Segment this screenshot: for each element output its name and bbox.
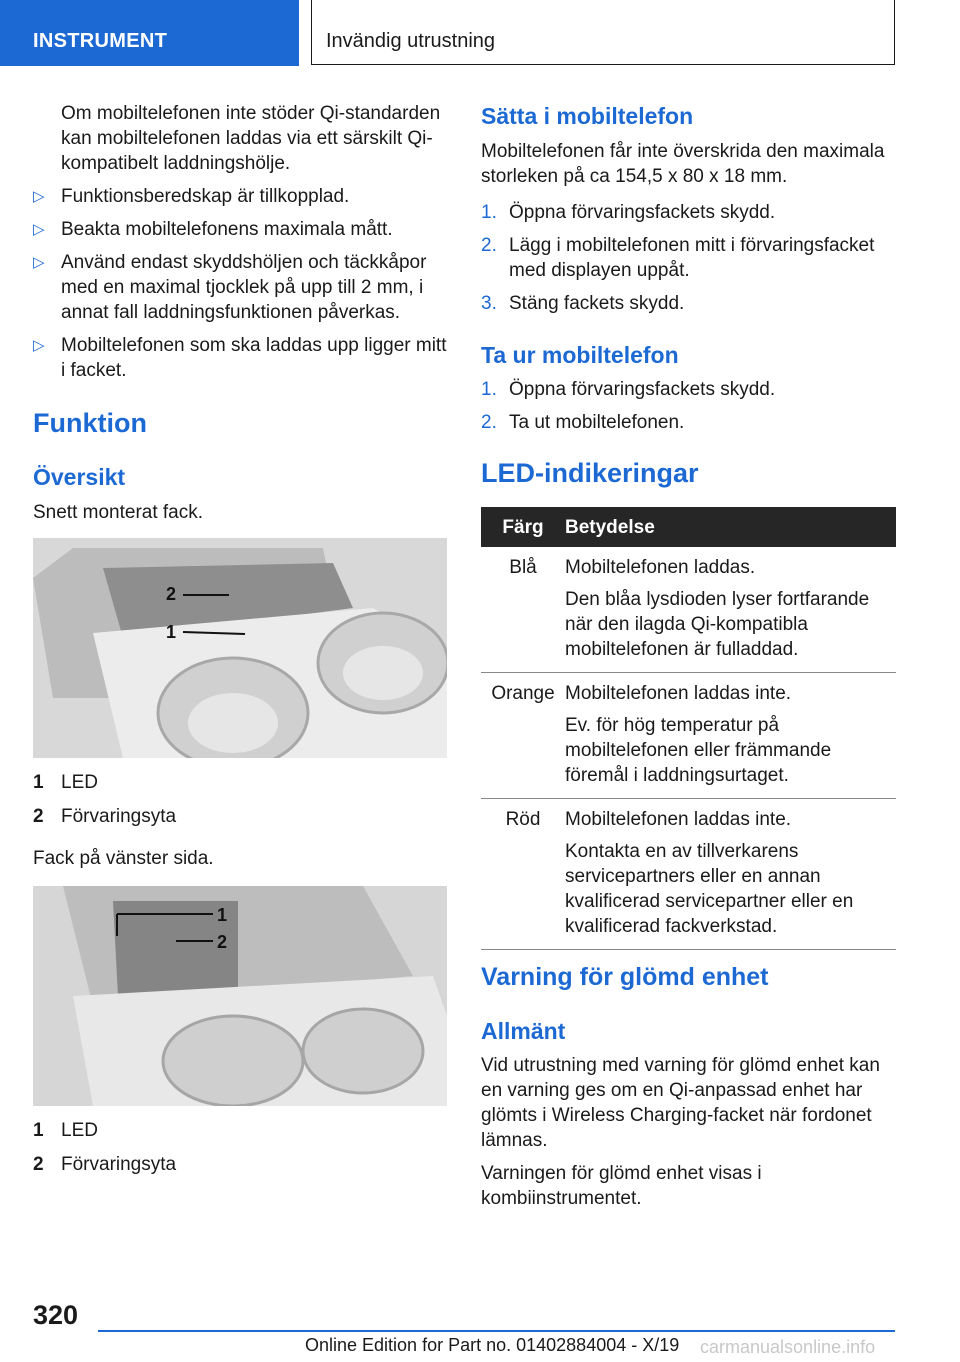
triangle-bullet-icon: ▷ [33,337,45,354]
step-item: 1. Öppna förvaringsfackets skydd. [481,202,776,223]
left-column [33,101,451,383]
table-header-row [481,507,896,547]
footer-rule [98,1330,895,1332]
cell-detail: Ev. för hög temperatur på mobiltelefonen eller främmande föremål i laddningsurtaget. [565,715,832,786]
figure2-legend [33,1118,451,1177]
satta-text: Mobiltelefonen får inte överskrida den maximala storleken på ca 154,5 x 80 x 18 mm. [481,141,885,187]
heading-led: LED-indikeringar [481,458,699,488]
heading-satta: Sätta i mobiltelefon [481,103,694,129]
figure-angled-tray [33,538,447,758]
column-header: Färg [481,507,565,547]
bullet-item [33,184,451,209]
allmant-section [481,1053,895,1211]
cell-detail: Kontakta en av tillverkarens servicepartners eller en annan kvalificerad servicepartner eller en kvalificerad fackverkstad. [565,841,854,937]
heading-varning: Varning för glömd enhet [481,963,769,991]
callout-1: 1 [217,905,228,925]
section-tab [0,0,299,66]
cell-meaning [565,799,896,950]
column-header: Betydelse [565,507,896,547]
cell-meaning [565,547,896,673]
triangle-bullet-icon: ▷ [33,188,45,205]
triangle-bullet-icon: ▷ [33,254,45,271]
cell-status: Mobiltelefonen laddas inte. [565,683,792,704]
section-title: INSTRUMENT [33,30,168,52]
text-vanster: Fack på vänster sida. [33,848,214,869]
satta-section [481,139,895,316]
step-item: 3. Stäng fackets skydd. [481,293,685,314]
chapter-title: Invändig utrustning [326,30,496,52]
taur-section [481,377,895,435]
led-table [481,507,896,950]
tray-illustration [33,886,447,1106]
legend-item: 1 LED [33,1120,98,1141]
legend-item: 2 Förvaringsyta [33,1154,177,1175]
heading-oversikt: Översikt [33,464,126,490]
heading-taur: Ta ur mobiltelefon [481,342,679,368]
heading-funktion: Funktion [33,408,147,438]
cell-color: Röd [505,809,541,830]
bullet-text: Mobiltelefonen som ska laddas upp ligger mitt i facket. [61,335,447,381]
figure-left-tray [33,886,447,1106]
text-snett: Snett monterat fack. [33,502,204,523]
legend-item: 1 LED [33,772,98,793]
table-row [481,547,896,673]
allmant-text-2: Varningen för glömd enhet visas i kombiinstrumentet. [481,1163,762,1209]
bullet-item [33,333,451,383]
bullet-text: Funktionsberedskap är tillkopplad. [61,186,350,207]
table-row [481,799,896,950]
cell-meaning [565,673,896,799]
allmant-text: Vid utrustning med varning för glömd enhet kan en varning ges om en Qi-anpassad enhet har glömts i Wireless Charging-facket när fordonet lämnas. [481,1055,880,1151]
figure1-legend [33,770,451,829]
callout-1: 1 [166,622,177,642]
cell-color: Blå [509,557,537,578]
cell-detail: Den blåa lysdioden lyser fortfarande när den ilagda Qi-kompatibla mobiltelefonen är fulladdad. [565,589,870,660]
table-row [481,673,896,799]
callout-2: 2 [217,932,228,952]
legend-item: 2 Förvaringsyta [33,806,177,827]
callout-2: 2 [166,584,177,604]
bullet-item [33,217,451,242]
step-item: 2. Ta ut mobiltelefonen. [481,412,685,433]
chapter-header [311,0,895,65]
footer-edition: Online Edition for Part no. 01402884004 - X/19 [305,1335,680,1355]
bullet-text: Använd endast skyddshöljen och täckkåpor med en maximal tjocklek på upp till 2 mm, i annat fall laddningsfunktionen påverkas. [61,252,427,323]
cell-status: Mobiltelefonen laddas. [565,557,756,578]
cell-color: Orange [491,683,555,704]
footer-watermark: carmanualsonline.info [700,1337,876,1357]
intro-text: Om mobiltelefonen inte stöder Qi-standarden kan mobiltelefonen laddas via ett särskilt Qi-kompatibelt laddningshölje. [61,103,441,174]
step-item: 2. Lägg i mobiltelefonen mitt i förvaringsfacket med displayen uppåt. [481,235,875,281]
tray-illustration [33,538,447,758]
heading-allmant: Allmänt [481,1018,566,1044]
page-number: 320 [33,1300,79,1330]
bullet-text: Beakta mobiltelefonens maximala mått. [61,219,393,240]
step-item: 1. Öppna förvaringsfackets skydd. [481,379,776,400]
bullet-item [33,250,451,325]
triangle-bullet-icon: ▷ [33,221,45,238]
cell-status: Mobiltelefonen laddas inte. [565,809,792,830]
